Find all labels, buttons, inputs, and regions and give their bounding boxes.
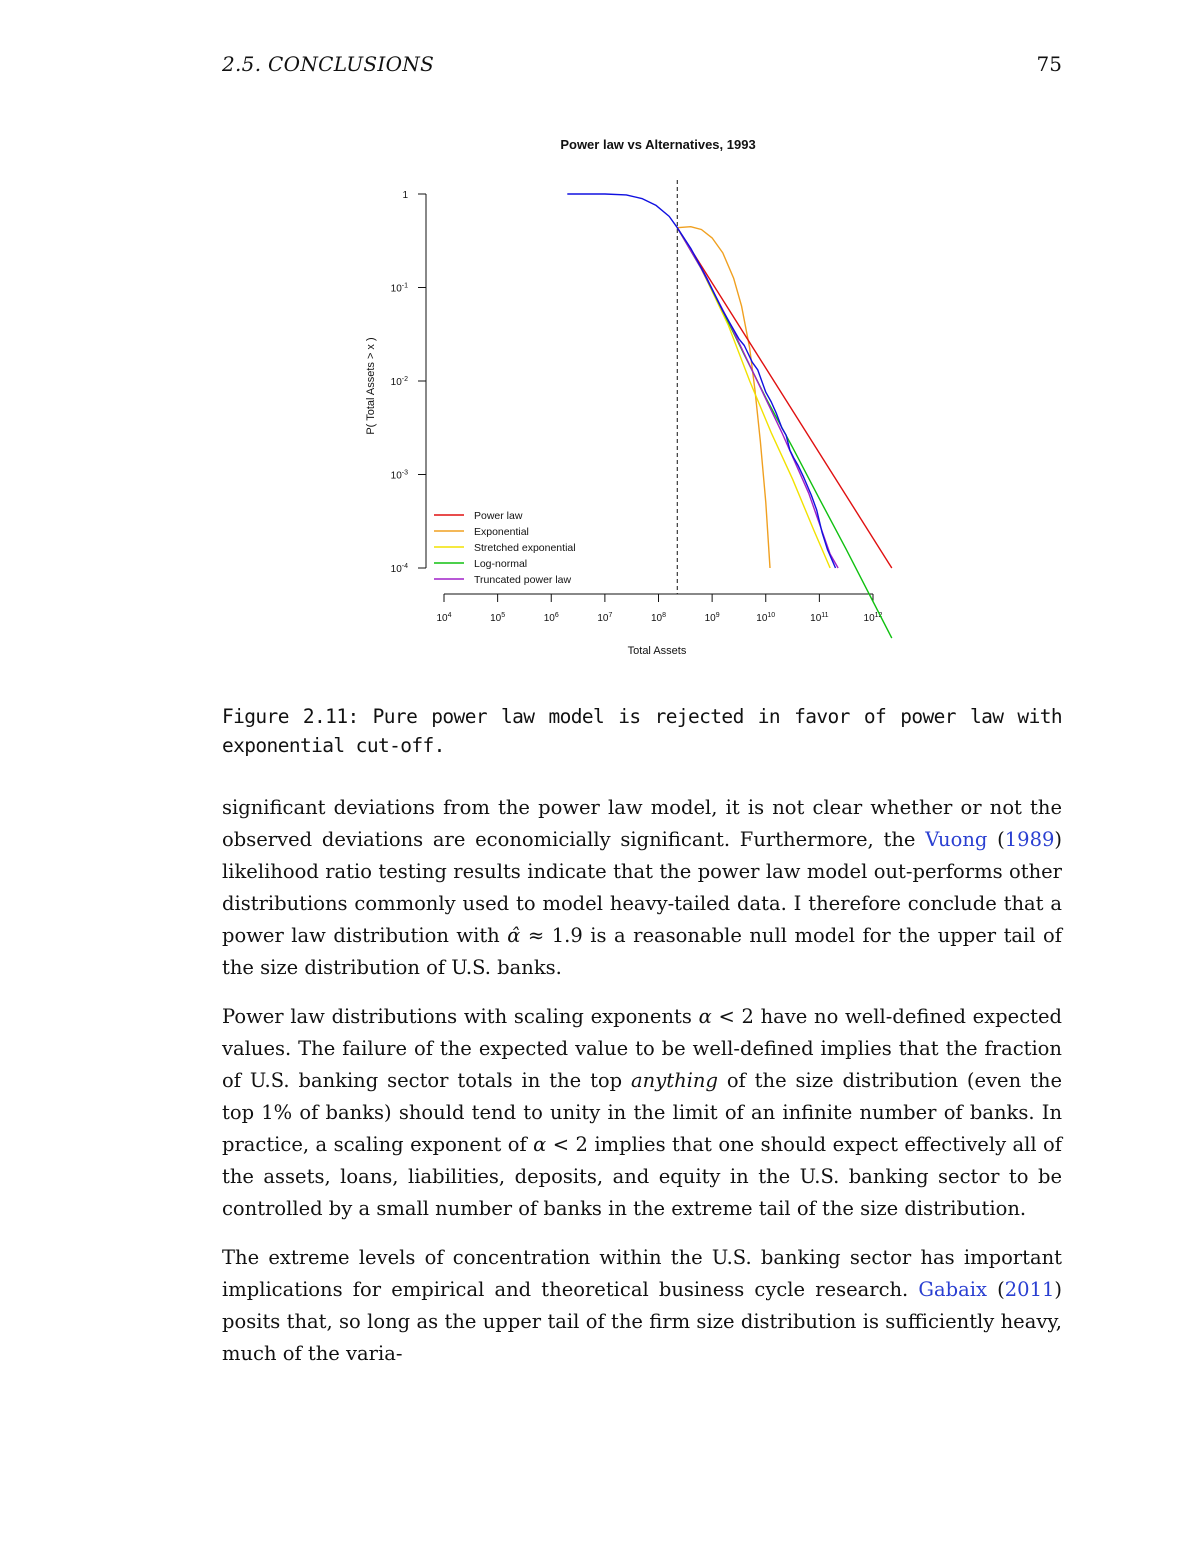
y-tick-label: $10^{-1}$ bbox=[390, 282, 408, 295]
p1-text-c: ) likelihood ratio testing results indicate that the power law model out-performs other distributions commonly used to model heavy-tailed data. I therefore conclude that a power law distribution with bbox=[222, 828, 1062, 947]
series-power-law bbox=[677, 228, 892, 568]
section-title: 2.5. CONCLUSIONS bbox=[222, 52, 435, 76]
p2-text-c: of the size distribution (even the top 1% of banks) should tend to unity in the limit of an infinite number of banks. In practice, a scaling exponent of bbox=[222, 1069, 1062, 1156]
y-tick-label: $10^{-3}$ bbox=[390, 469, 408, 482]
legend-label: Truncated power law bbox=[474, 574, 572, 586]
citation-gabaix[interactable]: Gabaix bbox=[918, 1278, 987, 1301]
x-tick-label: $10^4$ bbox=[436, 612, 452, 624]
citation-gabaix-year[interactable]: 2011 bbox=[1004, 1278, 1055, 1301]
p2-text-b: < 2 have no well-defined expected values. The failure of the expected value to be well-defined implies that the fraction of U.S. banking sector totals in the top bbox=[222, 1005, 1062, 1092]
figure-caption: Figure 2.11: Pure power law model is rejected in favor of power law with exponential cut-off. bbox=[222, 705, 1062, 757]
y-tick-label: $10^{-4}$ bbox=[390, 563, 408, 575]
x-tick-label: $10^9$ bbox=[704, 612, 720, 624]
x-tick-label: $10^{12}$ bbox=[863, 612, 883, 624]
y-tick-label: 1 bbox=[402, 190, 408, 201]
y-axis-label: P( Total Assets > x ) bbox=[365, 337, 377, 435]
p1-text-b: ( bbox=[987, 828, 1005, 851]
body-text bbox=[222, 792, 1062, 1387]
alpha-symbol: α bbox=[698, 1005, 712, 1028]
running-head bbox=[222, 52, 1062, 80]
p3-text-c: ) posits that, so long as the upper tail of the firm size distribution is sufficiently heavy, much of the varia- bbox=[222, 1278, 1062, 1365]
figure-2-11 bbox=[340, 128, 900, 668]
series-truncated-power-law bbox=[677, 228, 838, 568]
paragraph-1 bbox=[222, 792, 1062, 984]
legend-label: Exponential bbox=[474, 526, 529, 538]
paragraph-2 bbox=[222, 1001, 1062, 1225]
p2-text-d: < 2 implies that one should expect effectively all of the assets, loans, liabilities, deposits, and equity in the U.S. banking sector to be controlled by a small number of banks in the extreme tail of the size distribution. bbox=[222, 1133, 1063, 1220]
x-tick-label: $10^{11}$ bbox=[810, 612, 829, 624]
y-tick-label: $10^{-2}$ bbox=[390, 376, 408, 388]
p2-text-a: Power law distributions with scaling exponents bbox=[222, 1005, 699, 1028]
p1-text-a: significant deviations from the power law model, it is not clear whether or not the observed deviations are economicially significant. Furthermore, the bbox=[222, 796, 1062, 851]
series-data bbox=[567, 194, 835, 568]
citation-vuong[interactable]: Vuong bbox=[925, 828, 988, 851]
legend-label: Stretched exponential bbox=[474, 542, 576, 554]
citation-vuong-year[interactable]: 1989 bbox=[1004, 828, 1055, 851]
legend-label: Power law bbox=[474, 510, 523, 522]
p3-text-b: ( bbox=[986, 1278, 1005, 1301]
alpha-symbol-2: α bbox=[533, 1133, 547, 1156]
x-tick-label: $10^8$ bbox=[650, 612, 667, 624]
paragraph-3 bbox=[222, 1242, 1062, 1370]
x-tick-label: $10^6$ bbox=[543, 612, 559, 624]
x-axis-label: Total Assets bbox=[627, 645, 687, 657]
x-tick-label: $10^5$ bbox=[490, 612, 506, 624]
x-tick-label: $10^{10}$ bbox=[756, 612, 776, 624]
emphasis-anything: anything bbox=[631, 1069, 718, 1092]
x-tick-label: $10^7$ bbox=[597, 612, 613, 624]
alpha-hat-symbol: α̂ bbox=[507, 924, 521, 947]
p1-text-d: ≈ 1.9 is a reasonable null model for the upper tail of the size distribution of U.S. banks. bbox=[222, 924, 1062, 979]
series-stretched-exponential bbox=[677, 228, 830, 568]
p3-text-a: The extreme levels of concentration within the U.S. banking sector has important implications for empirical and theoretical business cycle research. bbox=[222, 1246, 1062, 1301]
page-number: 75 bbox=[1036, 52, 1062, 76]
chart-title: Power law vs Alternatives, 1993 bbox=[560, 137, 756, 152]
power-law-chart bbox=[340, 128, 900, 668]
legend-label: Log-normal bbox=[474, 558, 528, 570]
